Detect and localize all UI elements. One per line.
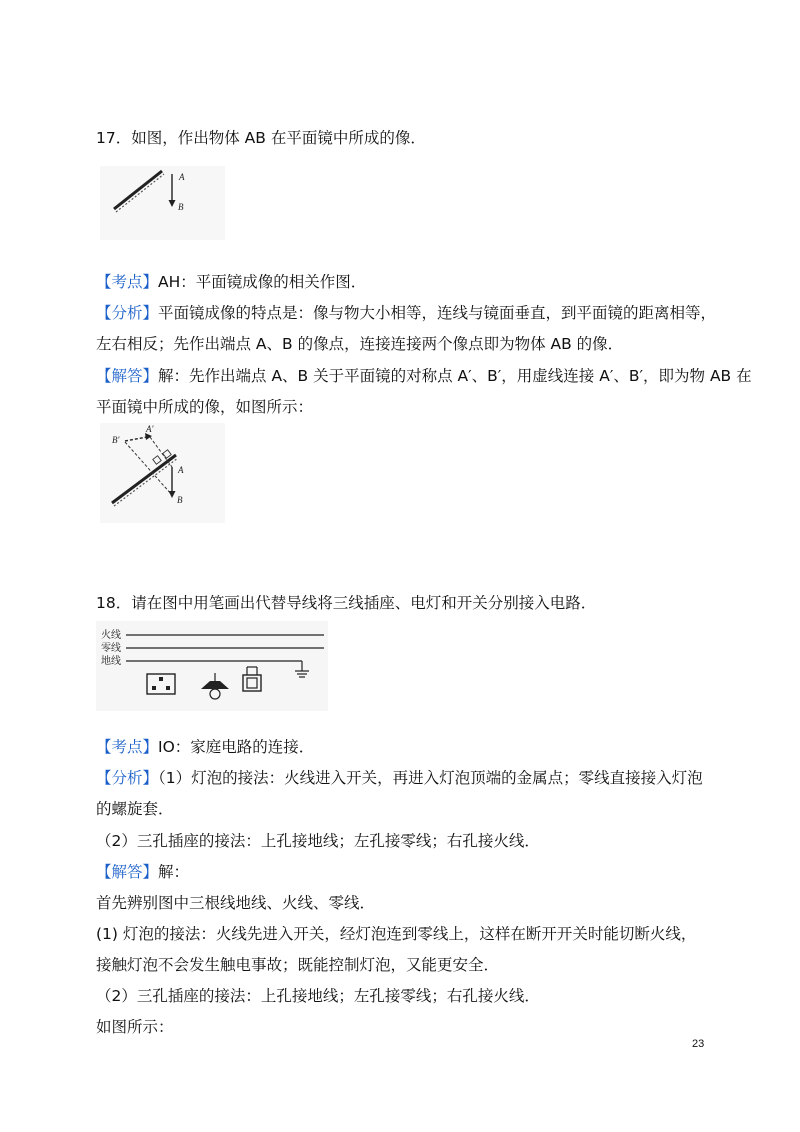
label-a: A <box>179 172 185 182</box>
label-b-prime: B' <box>112 435 120 445</box>
label-a-prime: A' <box>146 424 154 434</box>
mirror-figure-2 <box>100 423 225 523</box>
q18-fenxi-line2: 的螺旋套． <box>96 800 174 818</box>
label-b: B <box>178 202 184 212</box>
ground-wire-label: 地线 <box>101 656 121 667</box>
q18-jieda-line4: （2）三孔插座的接法：上孔接地线；左孔接零线；右孔接火线． <box>96 987 540 1005</box>
jieda-tag: 【解答】 <box>96 863 159 881</box>
kaodian-text: AH：平面镜成像的相关作图． <box>158 273 367 291</box>
q18-kaodian <box>96 737 314 757</box>
live-wire-label: 火线 <box>101 630 121 641</box>
q18-jieda <box>96 862 189 882</box>
neutral-wire-label: 零线 <box>101 643 121 654</box>
q17-kaodian <box>96 272 366 292</box>
q18-fenxi <box>96 768 703 788</box>
q18-jieda-line5: 如图所示： <box>96 1018 174 1036</box>
jieda-tag: 【解答】 <box>96 367 159 385</box>
label-a: A <box>178 465 184 475</box>
q18-jieda-line3: 接触灯泡不会发生触电事故；既能控制灯泡，又能更安全． <box>96 956 500 974</box>
jieda-text-1: 解：先作出端点 A、B 关于平面镜的对称点 A′、B′，用虚线连接 A′、B′，即为物 AB 在 <box>158 367 752 385</box>
fenxi-text-1: 平面镜成像的特点是：像与物大小相等，连线与镜面垂直，到平面镜的距离相等， <box>158 304 717 322</box>
kaodian-text: IO：家庭电路的连接． <box>158 738 315 756</box>
q17-fenxi <box>96 303 716 323</box>
fenxi-text-1: （1）灯泡的接法：火线进入开关，再进入灯泡顶端的金属点；零线直接接入灯泡 <box>158 769 703 787</box>
page-number: 23 <box>692 1038 705 1050</box>
q17-fenxi-line2: 左右相反；先作出端点 A、B 的像点，连接连接两个像点即为物体 AB 的像． <box>96 335 624 353</box>
jieda-text-0: 解： <box>158 863 190 881</box>
q18-fenxi-line3: （2）三孔插座的接法：上孔接地线；左孔接零线；右孔接火线． <box>96 832 540 850</box>
kaodian-tag: 【考点】 <box>96 738 159 756</box>
q17-question: 17．如图，作出物体 AB 在平面镜中所成的像． <box>96 129 426 147</box>
kaodian-tag: 【考点】 <box>96 273 159 291</box>
fenxi-tag: 【分析】 <box>96 304 159 322</box>
circuit-figure <box>96 621 328 711</box>
q17-jieda-line2: 平面镜中所成的像，如图所示： <box>96 398 314 416</box>
fenxi-tag: 【分析】 <box>96 769 159 787</box>
q18-jieda-line2: (1) 灯泡的接法：火线先进入开关，经灯泡连到零线上，这样在断开开关时能切断火线， <box>96 925 697 943</box>
q18-jieda-line1: 首先辨别图中三根线地线、火线、零线． <box>96 894 376 912</box>
q17-jieda <box>96 366 752 386</box>
mirror-figure-1 <box>100 166 225 240</box>
label-b: B <box>177 495 183 505</box>
q18-question: 18．请在图中用笔画出代替导线将三线插座、电灯和开关分别接入电路． <box>96 594 597 612</box>
